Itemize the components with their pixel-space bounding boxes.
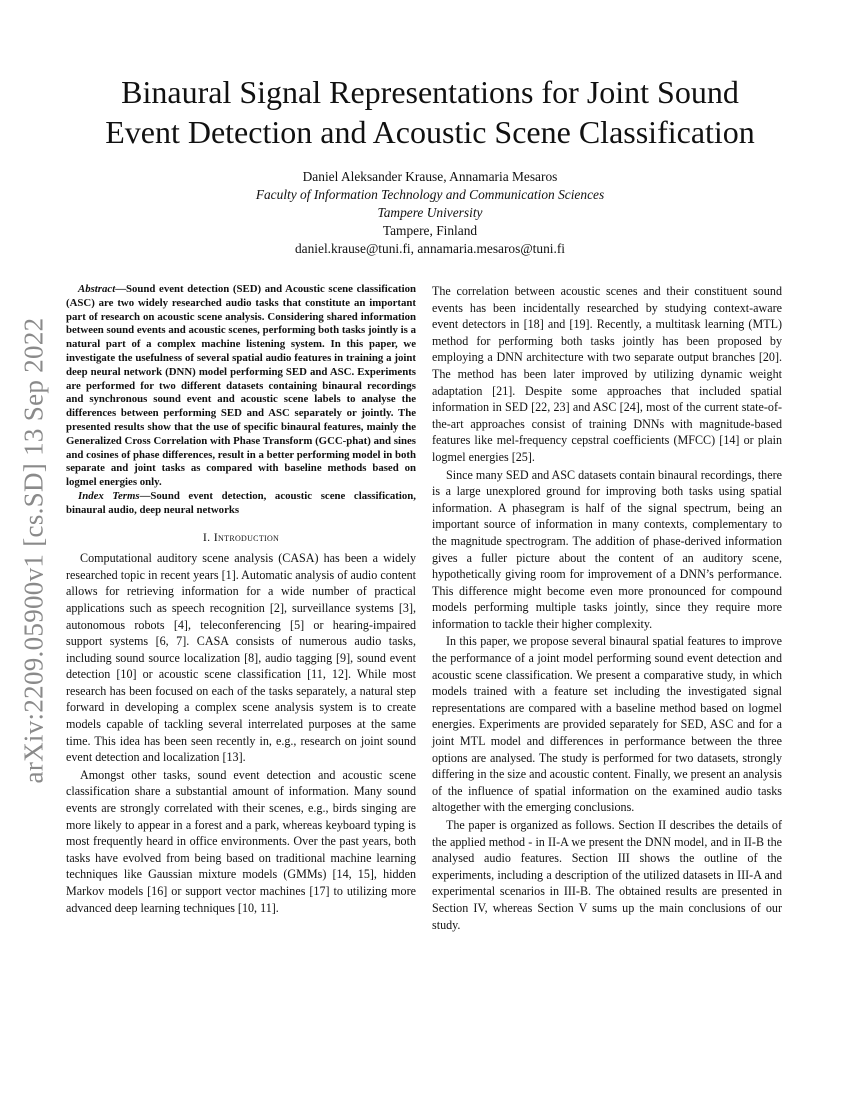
body-paragraph: The paper is organized as follows. Section II describes the details of the applied method - in II-A we present the DNN model, and in II-B the analysed audio features. Section III shows the outline of the experiments, including a description of the utilized datasets in III-A and experimental scenarios in III-B. The obtained results are presented in Section IV, whereas Section V sums up the main conclusions of our study. — [432, 818, 782, 932]
body-paragraph: Since many SED and ASC datasets contain binaural recordings, there is a large unexplored ground for improving both tasks using spatial information. A phasegram is half of the signal spectrum, being an important source of information in many contexts, complementary to the magnitude spectrogram. The addition of phase-derived information gives a fuller picture about the content of an auditory scene, hypothetically giving room for improvement of a DNN’s performance. This difference might become even more pronounced for compound models performing multiple tasks jointly, since they require more information to tackle their higher complexity. — [432, 467, 782, 631]
right-column — [432, 283, 782, 933]
abstract — [66, 283, 416, 490]
abstract-lead: Abstract — [78, 283, 116, 295]
body-paragraph: The correlation between acoustic scenes and their constituent sound events has been incidentally researched by studying context-aware event detectors in [18] and [19]. Recently, a multitask learning (MTL) method for performing both tasks jointly has been proposed by employing a DNN architecture with two separate output branches [20]. The method has been later improved by utilizing dynamic weight adaptation [21]. Despite some approaches that included spatial information in SED [22, 23] and ASC [24], most of the current state-of-the-art approaches consist of training DNNs with magnitude-based features like mel-frequency cepstral coefficients (MFCC) [14] or plain logmel energies [25]. — [432, 284, 782, 464]
author-location: Tampere, Finland — [382, 223, 478, 238]
title-line: Binaural Signal Representations for Joint Sound — [121, 74, 739, 110]
body-paragraph: Amongst other tasks, sound event detection and acoustic scene classification share a substantial amount of information. Many sound events are strongly correlated with their scenes, e.g., birds singing are more likely to appear in a forest and a park, whereas keyboard typing is most frequently heard in office environments. Over the past years, both tasks have evolved from being based on traditional machine learning techniques like Gaussian mixture models (GMMs) [14, 15], hidden Markov models [16] or support vector machines [17] to utilizing more advanced deep learning techniques [10, 11]. — [66, 767, 416, 915]
left-column — [66, 283, 416, 916]
body-paragraph: Computational auditory scene analysis (CASA) has been a widely researched topic in recent years [1]. Automatic analysis of audio content allows for retrieving information for a wide number of practical applications such as speech recognition [2], surveillance systems [3], autonomous robots [4], teleconferencing [5] or hearing-impaired support systems [6, 7]. CASA consists of numerous audio tasks, including sound source localization [8], audio tagging [9], sound event detection [10] or acoustic scene classification [11, 12]. While most research has been focused on each of the tasks separately, a natural step forward in developing a complex scene analysis system is to create models capable of tackling several interrelated purposes at the same time. This idea has been seen recently in, e.g., research on joint sound event detection and localization [13]. — [66, 551, 416, 765]
author-emails: daniel.krause@tuni.fi, annamaria.mesaros@tuni.fi — [294, 241, 566, 256]
abstract-text: —Sound event detection (SED) and Acoustic scene classification (ASC) are two widely researched audio tasks that constitute an important part of research on acoustic scene analysis. Considering shared information between sound events and acoustic scenes, performing both tasks jointly is a natural part of a complex machine listening system. In this paper, we investigate the usefulness of several spatial audio features in training a joint deep neural network (DNN) model performing SED and ASC. Experiments are performed for two different datasets containing binaural recordings and synchronous sound event and acoustic scene labels to analyse the differences between performing SED and ASC separately or jointly. The presented results show that the use of specific binaural features, mainly the Generalized Cross Correlation with Phase Transform (GCC-phat) and sines and cosines of phase differences, result in a better performing model in both separate and joint tasks as compared with baseline methods based on logmel energies only. — [66, 283, 416, 489]
arxiv-identifier-stamp — [10, 295, 58, 805]
author-block — [100, 168, 760, 258]
paper-title — [60, 72, 800, 152]
arxiv-identifier-text: arXiv:2209.05900v1 [cs.SD] 13 Sep 2022 — [18, 317, 49, 783]
body-paragraph: In this paper, we propose several binaural spatial features to improve the performance of a joint model performing sound event detection and acoustic scene classification. We present a comparative study, in which models trained with a feature set including the investigated signal representations are compared with a baseline method based on logmel energies. Experiments are provided separately for SED, ASC and for a joint MTL model and differences in performance between the three options are analysed. The study is performed for two datasets, strongly differing in the size and acoustic content. Finally, we present an analysis of the influence of spatial information on the examined audio tasks altogether with the emerging conclusions. — [432, 634, 782, 815]
affiliation-university: Tampere University — [377, 205, 483, 220]
index-terms-text: —Sound event detection, acoustic scene classification, binaural audio, deep neural networks — [66, 489, 416, 516]
author-names: Daniel Aleksander Krause, Annamaria Mesaros — [302, 169, 558, 184]
section-heading-introduction: I. Introduction — [202, 529, 280, 544]
affiliation-faculty: Faculty of Information Technology and Communication Sciences — [255, 187, 605, 202]
title-line: Event Detection and Acoustic Scene Classification — [105, 114, 755, 150]
index-terms-lead: Index Terms — [78, 489, 140, 502]
index-terms — [66, 490, 416, 518]
